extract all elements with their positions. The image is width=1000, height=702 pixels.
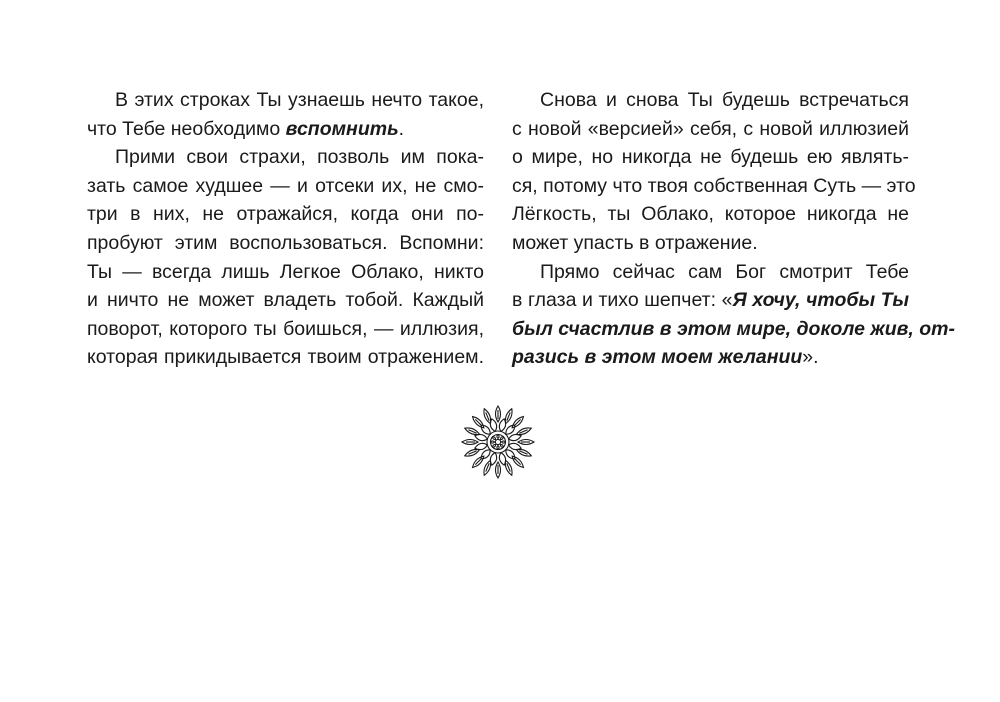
emphasis-text: вспомнить <box>285 117 399 140</box>
text-span: . <box>398 117 405 140</box>
mandala-inner-petal <box>500 436 504 440</box>
text-line: которая прикидывается твоим отражением. <box>87 346 484 369</box>
text-line: о мире, но никогда не будешь ею являть- <box>512 146 909 169</box>
text-line: три в них, не отражайся, когда они по- <box>87 203 484 226</box>
text-line: и ничто не может владеть тобой. Каждый <box>87 289 484 312</box>
text-line: пробуют этим воспользоваться. Вспомни: <box>87 231 484 254</box>
text-line <box>87 115 484 144</box>
text-line <box>512 343 909 372</box>
mandala-icon <box>460 404 536 480</box>
text-line: ся, потому что твоя собственная Суть — это <box>512 174 916 197</box>
text-span: в глаза и тихо шепчет: « <box>512 289 733 312</box>
mandala-inner-petal <box>491 441 495 443</box>
paragraph <box>87 143 484 372</box>
mandala-inner-petal <box>502 441 506 443</box>
emphasis-text: Я хочу, чтобы Ты <box>732 289 909 312</box>
emphasis-text: разись в этом моем желании <box>512 346 803 369</box>
paragraph <box>512 258 955 372</box>
paragraph <box>87 86 484 143</box>
text-line: В этих строках Ты узнаешь нечто такое, <box>115 89 484 111</box>
right-column <box>512 86 955 372</box>
paragraph <box>512 86 916 258</box>
text-line: зать самое худшее — и отсеки их, не смо- <box>87 174 484 197</box>
mandala-inner-petal <box>492 444 496 448</box>
left-column <box>87 86 484 372</box>
text-line: Прими свои страхи, позволь им пока- <box>115 146 484 169</box>
mandala-inner-petal <box>497 435 499 439</box>
text-span: что Тебе необходимо <box>87 117 286 140</box>
mandala-inner-petal <box>500 444 504 448</box>
mandala-inner-petal <box>497 446 499 450</box>
emphasis-text: был счастлив в этом мире, доколе жив, от- <box>512 317 955 340</box>
mandala-inner-petal <box>492 436 496 440</box>
text-line: Прямо сейчас сам Бог смотрит Тебе <box>540 260 909 283</box>
text-line <box>512 286 909 315</box>
text-line: Ты — всегда лишь Легкое Облако, никто <box>87 260 484 283</box>
text-line <box>512 315 955 344</box>
text-line: Лёгкость, ты Облако, которое никогда не <box>512 203 909 226</box>
text-span: ». <box>802 346 819 369</box>
mandala-center <box>495 439 500 444</box>
text-line: Снова и снова Ты будешь встречаться <box>540 89 909 111</box>
text-line: с новой «версией» себя, с новой иллюзией <box>512 117 909 140</box>
text-line: поворот, которого ты боишься, — иллюзия, <box>87 317 484 340</box>
text-line: может упасть в отражение. <box>512 231 758 254</box>
